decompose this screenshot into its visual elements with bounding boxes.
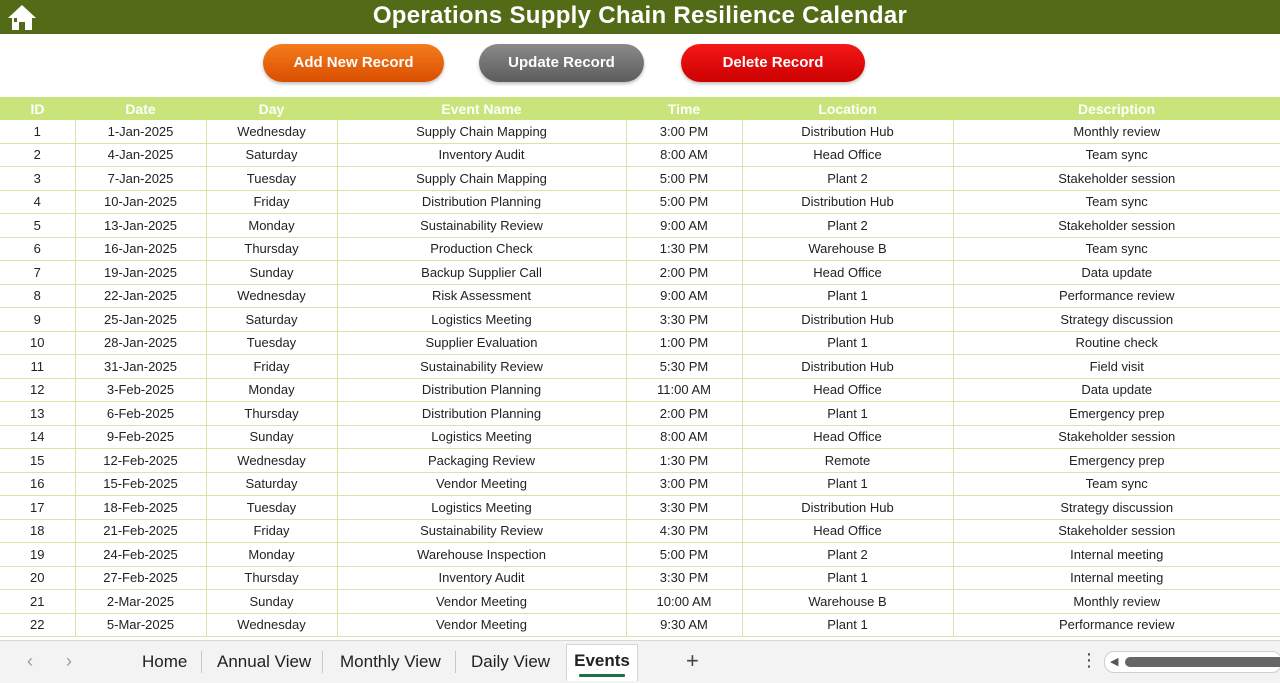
table-row[interactable] <box>0 543 1280 567</box>
table-row[interactable] <box>0 378 1280 402</box>
cell-id[interactable]: 13 <box>0 402 75 426</box>
cell-time[interactable]: 2:00 PM <box>626 402 742 426</box>
update-record-button[interactable]: Update Record <box>479 44 644 82</box>
cell-description[interactable]: Monthly review <box>953 120 1280 143</box>
cell-date[interactable]: 12-Feb-2025 <box>75 449 206 473</box>
cell-id[interactable]: 18 <box>0 519 75 543</box>
page-title: Operations Supply Chain Resilience Calendar <box>372 2 908 29</box>
cell-date[interactable]: 5-Mar-2025 <box>75 613 206 637</box>
cell-location[interactable]: Plant 1 <box>742 566 953 590</box>
cell-event-name[interactable]: Logistics Meeting <box>337 425 626 449</box>
table-row[interactable] <box>0 167 1280 191</box>
cell-time[interactable]: 9:30 AM <box>626 613 742 637</box>
cell-id[interactable]: 3 <box>0 167 75 191</box>
cell-event-name[interactable]: Warehouse Inspection <box>337 543 626 567</box>
active-tab-indicator <box>579 674 625 677</box>
cell-time[interactable]: 11:00 AM <box>626 378 742 402</box>
table-header-row <box>0 97 1280 120</box>
table-row[interactable] <box>0 237 1280 261</box>
cell-description[interactable]: Monthly review <box>953 590 1280 614</box>
delete-record-button[interactable]: Delete Record <box>681 44 865 82</box>
cell-id[interactable]: 16 <box>0 472 75 496</box>
table-row[interactable] <box>0 284 1280 308</box>
cell-id[interactable]: 22 <box>0 613 75 637</box>
cell-location[interactable]: Plant 2 <box>742 214 953 238</box>
cell-date[interactable]: 4-Jan-2025 <box>75 143 206 167</box>
cell-time[interactable]: 3:00 PM <box>626 120 742 143</box>
cell-location[interactable]: Head Office <box>742 143 953 167</box>
cell-description[interactable]: Field visit <box>953 355 1280 379</box>
cell-id[interactable]: 19 <box>0 543 75 567</box>
cell-day[interactable]: Wednesday <box>206 120 337 143</box>
cell-description[interactable]: Routine check <box>953 331 1280 355</box>
cell-event-name[interactable]: Vendor Meeting <box>337 613 626 637</box>
table-row[interactable] <box>0 425 1280 449</box>
cell-date[interactable]: 25-Jan-2025 <box>75 308 206 332</box>
cell-day[interactable]: Sunday <box>206 261 337 285</box>
cell-day[interactable]: Thursday <box>206 402 337 426</box>
cell-time[interactable]: 3:30 PM <box>626 496 742 520</box>
cell-id[interactable]: 8 <box>0 284 75 308</box>
column-header-date[interactable]: Date <box>75 97 206 120</box>
title-bar <box>0 0 1280 34</box>
cell-time[interactable]: 1:30 PM <box>626 237 742 261</box>
table-row[interactable] <box>0 308 1280 332</box>
cell-day[interactable]: Monday <box>206 378 337 402</box>
cell-day[interactable]: Monday <box>206 543 337 567</box>
cell-description[interactable]: Data update <box>953 261 1280 285</box>
cell-day[interactable]: Saturday <box>206 472 337 496</box>
tab-annual-view[interactable]: Annual View <box>217 652 312 671</box>
cell-location[interactable]: Distribution Hub <box>742 120 953 143</box>
cell-location[interactable]: Plant 1 <box>742 472 953 496</box>
cell-time[interactable]: 5:00 PM <box>626 167 742 191</box>
cell-date[interactable]: 24-Feb-2025 <box>75 543 206 567</box>
cell-location[interactable]: Warehouse B <box>742 237 953 261</box>
cell-location[interactable]: Warehouse B <box>742 590 953 614</box>
cell-id[interactable]: 10 <box>0 331 75 355</box>
tab-events-label: Events <box>574 651 630 670</box>
cell-location[interactable]: Plant 1 <box>742 331 953 355</box>
tab-monthly-view[interactable]: Monthly View <box>340 652 441 671</box>
cell-time[interactable]: 10:00 AM <box>626 590 742 614</box>
cell-day[interactable]: Friday <box>206 190 337 214</box>
chevron-left-icon[interactable]: ‹ <box>27 651 33 671</box>
cell-date[interactable]: 1-Jan-2025 <box>75 120 206 143</box>
cell-event-name[interactable]: Vendor Meeting <box>337 590 626 614</box>
cell-id[interactable]: 15 <box>0 449 75 473</box>
sheet-tab-bar <box>0 640 1280 683</box>
cell-id[interactable]: 5 <box>0 214 75 238</box>
cell-event-name[interactable]: Sustainability Review <box>337 519 626 543</box>
cell-event-name[interactable]: Supply Chain Mapping <box>337 120 626 143</box>
cell-description[interactable]: Strategy discussion <box>953 496 1280 520</box>
cell-date[interactable]: 28-Jan-2025 <box>75 331 206 355</box>
cell-time[interactable]: 5:00 PM <box>626 543 742 567</box>
table-row[interactable] <box>0 120 1280 143</box>
column-header-id[interactable]: ID <box>0 97 75 120</box>
table-row[interactable] <box>0 613 1280 637</box>
cell-description[interactable]: Team sync <box>953 143 1280 167</box>
cell-day[interactable]: Tuesday <box>206 331 337 355</box>
add-sheet-button[interactable]: + <box>686 648 699 673</box>
cell-day[interactable]: Sunday <box>206 590 337 614</box>
cell-time[interactable]: 3:30 PM <box>626 308 742 332</box>
cell-date[interactable]: 10-Jan-2025 <box>75 190 206 214</box>
tab-divider <box>455 651 456 673</box>
cell-time[interactable]: 5:00 PM <box>626 190 742 214</box>
cell-id[interactable]: 9 <box>0 308 75 332</box>
cell-date[interactable]: 31-Jan-2025 <box>75 355 206 379</box>
cell-day[interactable]: Thursday <box>206 566 337 590</box>
table-row[interactable] <box>0 519 1280 543</box>
table-row[interactable] <box>0 190 1280 214</box>
cell-day[interactable]: Wednesday <box>206 613 337 637</box>
cell-location[interactable]: Plant 1 <box>742 613 953 637</box>
cell-description[interactable]: Data update <box>953 378 1280 402</box>
cell-id[interactable]: 4 <box>0 190 75 214</box>
cell-event-name[interactable]: Risk Assessment <box>337 284 626 308</box>
cell-date[interactable]: 27-Feb-2025 <box>75 566 206 590</box>
cell-id[interactable]: 17 <box>0 496 75 520</box>
scrollbar-thumb[interactable] <box>1125 657 1280 667</box>
cell-day[interactable]: Tuesday <box>206 167 337 191</box>
cell-date[interactable]: 16-Jan-2025 <box>75 237 206 261</box>
cell-event-name[interactable]: Vendor Meeting <box>337 472 626 496</box>
cell-event-name[interactable]: Distribution Planning <box>337 378 626 402</box>
column-header-location[interactable]: Location <box>742 97 953 120</box>
table-row[interactable] <box>0 402 1280 426</box>
cell-description[interactable]: Performance review <box>953 284 1280 308</box>
cell-description[interactable]: Performance review <box>953 613 1280 637</box>
cell-date[interactable]: 6-Feb-2025 <box>75 402 206 426</box>
cell-location[interactable]: Head Office <box>742 519 953 543</box>
column-header-description[interactable]: Description <box>953 97 1280 120</box>
cell-event-name[interactable]: Supplier Evaluation <box>337 331 626 355</box>
cell-time[interactable]: 4:30 PM <box>626 519 742 543</box>
cell-id[interactable]: 7 <box>0 261 75 285</box>
cell-description[interactable]: Team sync <box>953 472 1280 496</box>
cell-date[interactable]: 15-Feb-2025 <box>75 472 206 496</box>
cell-event-name[interactable]: Backup Supplier Call <box>337 261 626 285</box>
cell-date[interactable]: 22-Jan-2025 <box>75 284 206 308</box>
cell-description[interactable]: Emergency prep <box>953 402 1280 426</box>
cell-description[interactable]: Stakeholder session <box>953 167 1280 191</box>
cell-day[interactable]: Saturday <box>206 143 337 167</box>
table-row[interactable] <box>0 261 1280 285</box>
cell-event-name[interactable]: Sustainability Review <box>337 355 626 379</box>
tab-home[interactable]: Home <box>142 652 188 671</box>
cell-date[interactable]: 19-Jan-2025 <box>75 261 206 285</box>
cell-location[interactable]: Distribution Hub <box>742 496 953 520</box>
cell-time[interactable]: 9:00 AM <box>626 214 742 238</box>
cell-day[interactable]: Tuesday <box>206 496 337 520</box>
cell-id[interactable]: 1 <box>0 120 75 143</box>
cell-day[interactable]: Saturday <box>206 308 337 332</box>
cell-location[interactable]: Plant 1 <box>742 402 953 426</box>
table-row[interactable] <box>0 496 1280 520</box>
cell-time[interactable]: 8:00 AM <box>626 425 742 449</box>
cell-event-name[interactable]: Production Check <box>337 237 626 261</box>
column-header-time[interactable]: Time <box>626 97 742 120</box>
cell-location[interactable]: Head Office <box>742 261 953 285</box>
cell-day[interactable]: Sunday <box>206 425 337 449</box>
table-row[interactable] <box>0 355 1280 379</box>
cell-description[interactable]: Internal meeting <box>953 566 1280 590</box>
cell-day[interactable]: Friday <box>206 355 337 379</box>
cell-description[interactable]: Stakeholder session <box>953 214 1280 238</box>
table-row[interactable] <box>0 566 1280 590</box>
cell-day[interactable]: Friday <box>206 519 337 543</box>
tab-divider <box>322 651 323 673</box>
cell-time[interactable]: 9:00 AM <box>626 284 742 308</box>
cell-id[interactable]: 14 <box>0 425 75 449</box>
cell-description[interactable]: Strategy discussion <box>953 308 1280 332</box>
add-new-record-button[interactable]: Add New Record <box>263 44 444 82</box>
cell-location[interactable]: Distribution Hub <box>742 190 953 214</box>
cell-date[interactable]: 13-Jan-2025 <box>75 214 206 238</box>
cell-date[interactable]: 18-Feb-2025 <box>75 496 206 520</box>
cell-id[interactable]: 2 <box>0 143 75 167</box>
cell-day[interactable]: Wednesday <box>206 449 337 473</box>
cell-event-name[interactable]: Logistics Meeting <box>337 496 626 520</box>
column-header-day[interactable]: Day <box>206 97 337 120</box>
cell-location[interactable]: Distribution Hub <box>742 355 953 379</box>
table-row[interactable] <box>0 331 1280 355</box>
cell-event-name[interactable]: Supply Chain Mapping <box>337 167 626 191</box>
cell-event-name[interactable]: Inventory Audit <box>337 566 626 590</box>
cell-location[interactable]: Remote <box>742 449 953 473</box>
scroll-left-icon[interactable]: ◀ <box>1110 656 1119 668</box>
cell-id[interactable]: 6 <box>0 237 75 261</box>
cell-time[interactable]: 5:30 PM <box>626 355 742 379</box>
table-row[interactable] <box>0 143 1280 167</box>
cell-event-name[interactable]: Distribution Planning <box>337 190 626 214</box>
tab-daily-view[interactable]: Daily View <box>471 652 551 671</box>
cell-date[interactable]: 9-Feb-2025 <box>75 425 206 449</box>
cell-event-name[interactable]: Inventory Audit <box>337 143 626 167</box>
events-table <box>0 97 1280 637</box>
more-options-icon[interactable]: ⋮ <box>1080 650 1098 670</box>
cell-id[interactable]: 21 <box>0 590 75 614</box>
cell-description[interactable]: Stakeholder session <box>953 519 1280 543</box>
table-row[interactable] <box>0 472 1280 496</box>
chevron-right-icon[interactable]: › <box>66 651 72 671</box>
cell-time[interactable]: 1:00 PM <box>626 331 742 355</box>
cell-date[interactable]: 7-Jan-2025 <box>75 167 206 191</box>
cell-id[interactable]: 12 <box>0 378 75 402</box>
cell-event-name[interactable]: Sustainability Review <box>337 214 626 238</box>
cell-time[interactable]: 2:00 PM <box>626 261 742 285</box>
cell-location[interactable]: Plant 1 <box>742 284 953 308</box>
cell-location[interactable]: Head Office <box>742 378 953 402</box>
cell-time[interactable]: 1:30 PM <box>626 449 742 473</box>
tab-events[interactable] <box>566 644 638 681</box>
cell-description[interactable]: Team sync <box>953 190 1280 214</box>
cell-day[interactable]: Wednesday <box>206 284 337 308</box>
cell-event-name[interactable]: Logistics Meeting <box>337 308 626 332</box>
cell-description[interactable]: Stakeholder session <box>953 425 1280 449</box>
cell-event-name[interactable]: Distribution Planning <box>337 402 626 426</box>
cell-day[interactable]: Monday <box>206 214 337 238</box>
cell-date[interactable]: 3-Feb-2025 <box>75 378 206 402</box>
cell-description[interactable]: Emergency prep <box>953 449 1280 473</box>
cell-time[interactable]: 3:30 PM <box>626 566 742 590</box>
cell-description[interactable]: Internal meeting <box>953 543 1280 567</box>
cell-location[interactable]: Plant 2 <box>742 167 953 191</box>
table-row[interactable] <box>0 214 1280 238</box>
cell-time[interactable]: 3:00 PM <box>626 472 742 496</box>
cell-day[interactable]: Thursday <box>206 237 337 261</box>
cell-location[interactable]: Head Office <box>742 425 953 449</box>
horizontal-scrollbar[interactable] <box>1104 651 1280 673</box>
cell-location[interactable]: Distribution Hub <box>742 308 953 332</box>
cell-id[interactable]: 20 <box>0 566 75 590</box>
column-header-event-name[interactable]: Event Name <box>337 97 626 120</box>
cell-description[interactable]: Team sync <box>953 237 1280 261</box>
cell-time[interactable]: 8:00 AM <box>626 143 742 167</box>
cell-event-name[interactable]: Packaging Review <box>337 449 626 473</box>
cell-id[interactable]: 11 <box>0 355 75 379</box>
tab-divider <box>201 651 202 673</box>
cell-date[interactable]: 21-Feb-2025 <box>75 519 206 543</box>
cell-location[interactable]: Plant 2 <box>742 543 953 567</box>
table-row[interactable] <box>0 590 1280 614</box>
table-body <box>0 120 1280 637</box>
table-row[interactable] <box>0 449 1280 473</box>
cell-date[interactable]: 2-Mar-2025 <box>75 590 206 614</box>
